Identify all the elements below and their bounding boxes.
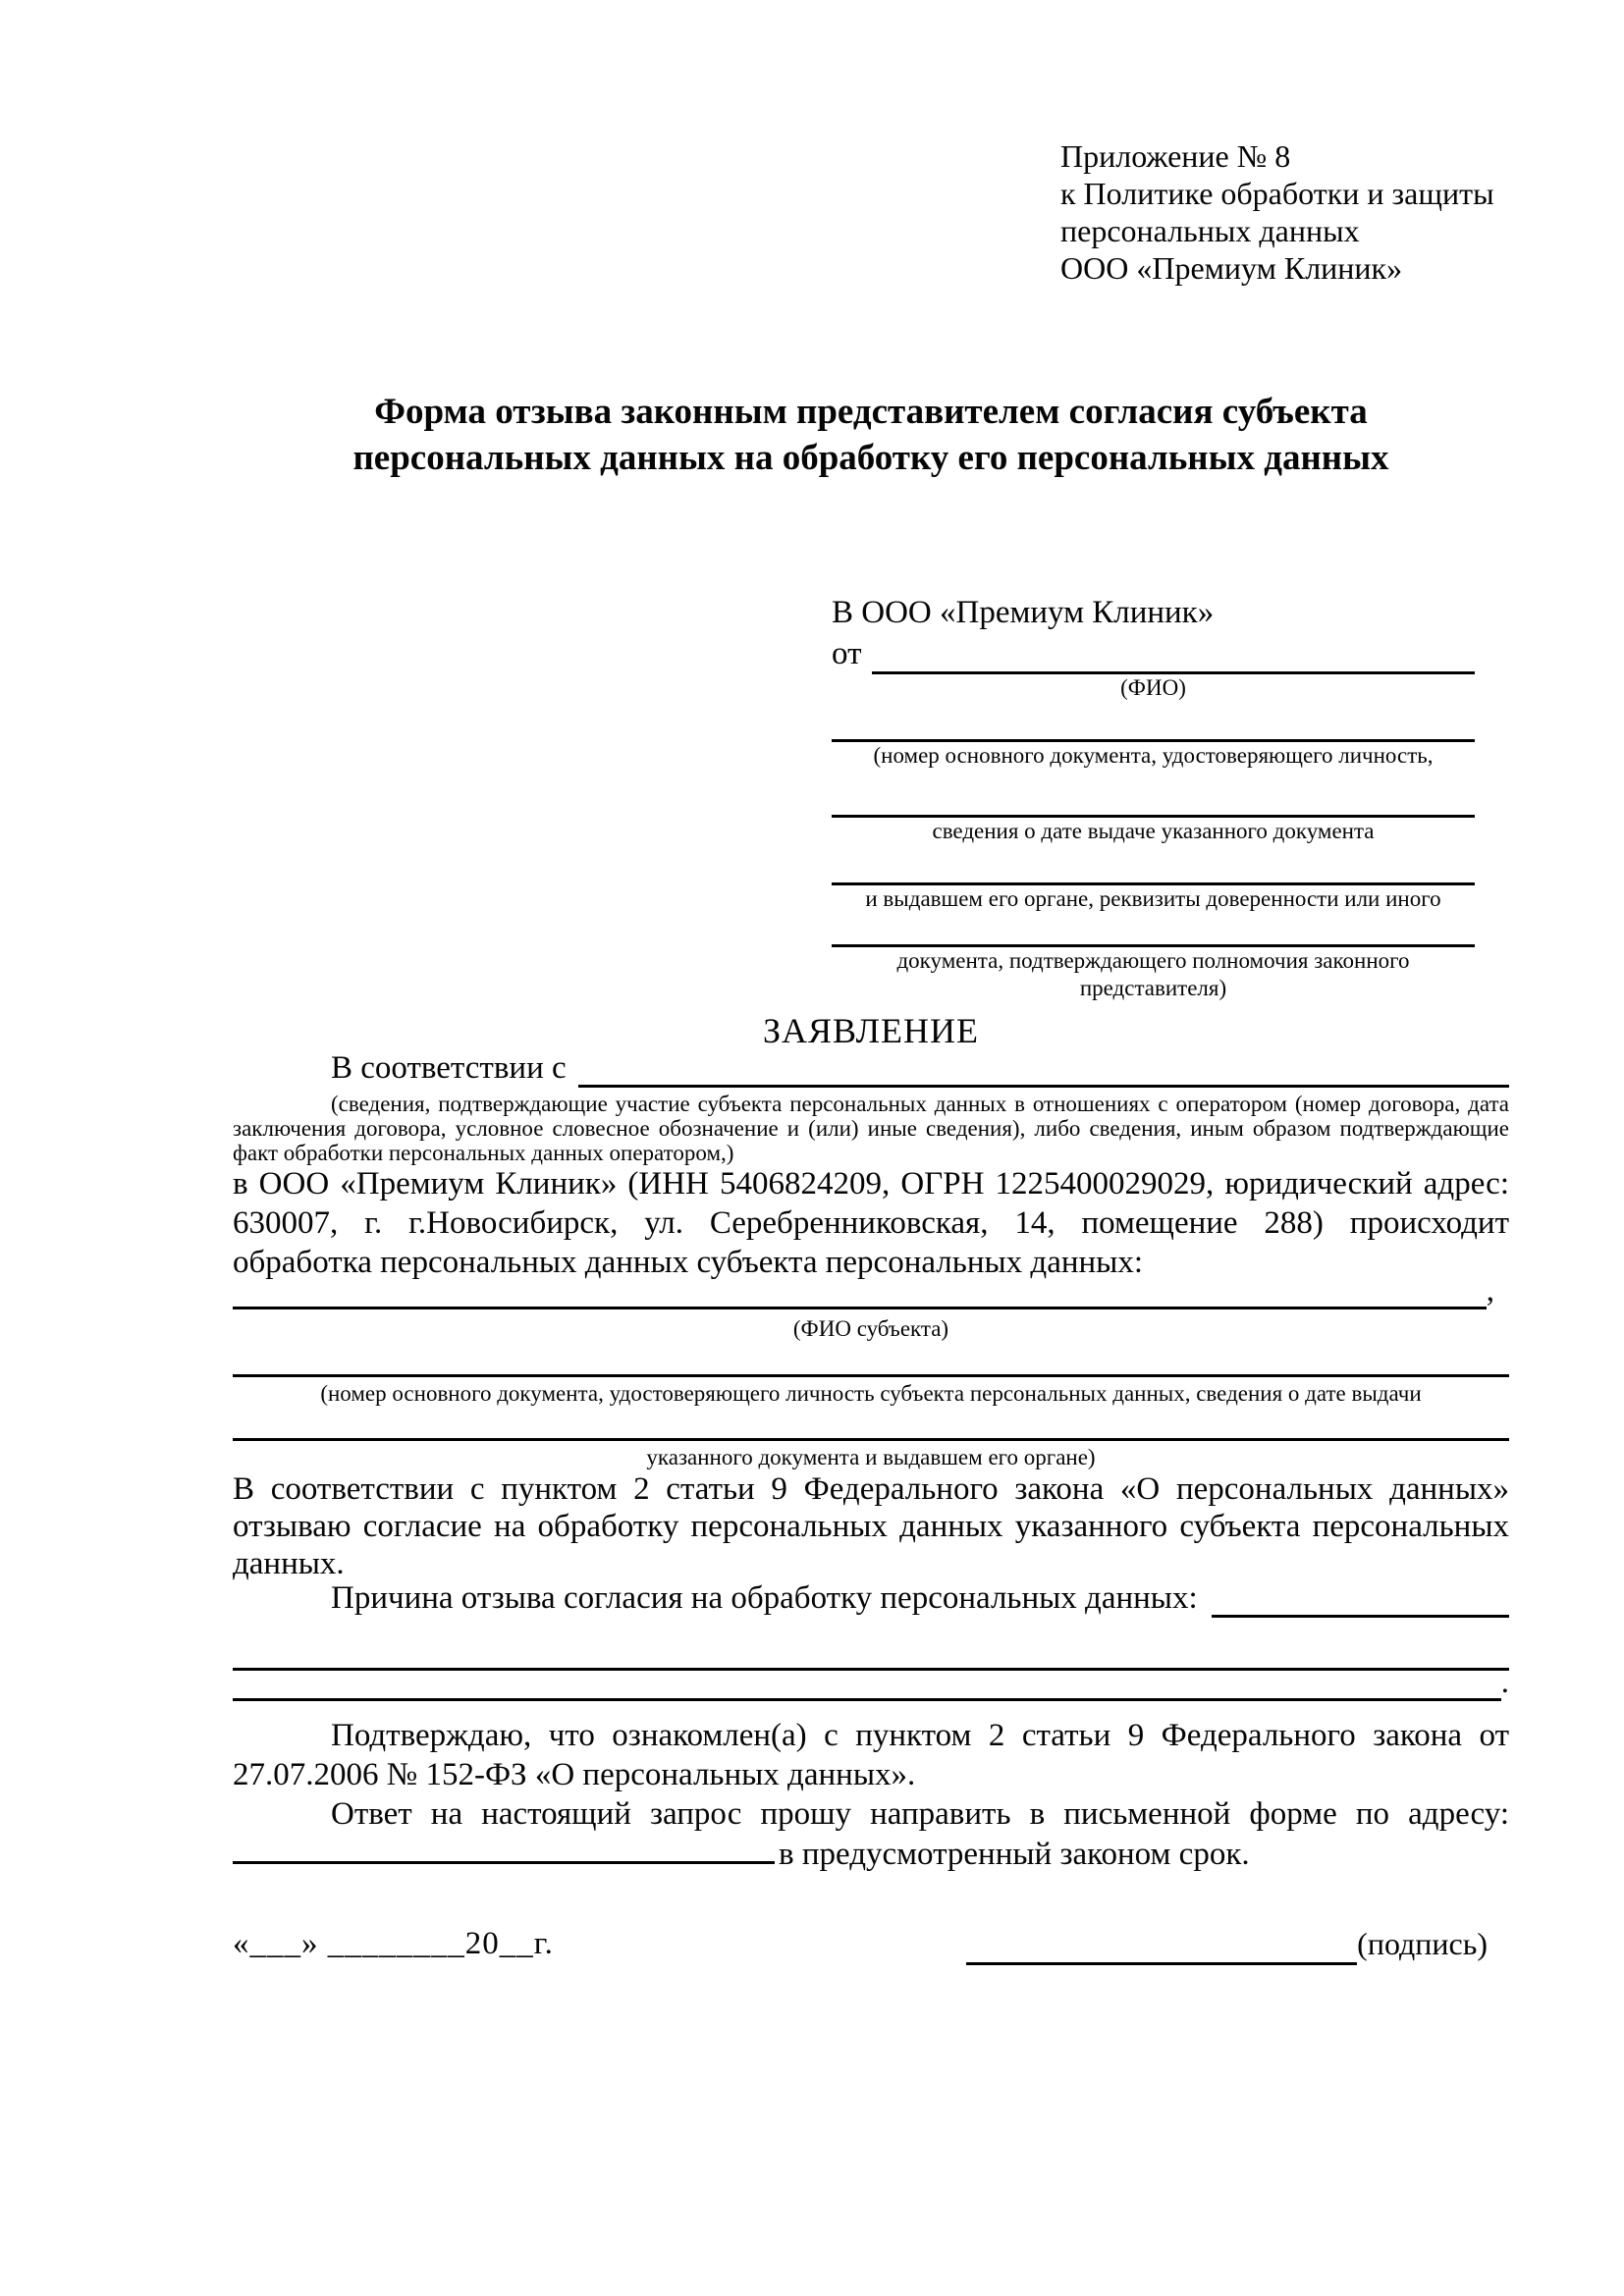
- addressee-block: [832, 592, 1475, 1002]
- reply-address-line[interactable]: [233, 1832, 775, 1864]
- appendix-header-line-3: персональных данных: [1060, 213, 1360, 248]
- appendix-header: [1060, 137, 1494, 287]
- withdrawal-reason-line-1[interactable]: [1212, 1581, 1509, 1618]
- doc-number-caption: (номер основного документа, удостоверяющего личность,: [873, 743, 1434, 768]
- intro-note: (сведения, подтверждающие участие субъекта персональных данных в отношениях с оператором (номер договора, дата заключения договора, условное словесное обозначение и (или) иные сведения), либо сведения, иным образом подтверждающие факт обработки персональных данных оператором,): [233, 1092, 1509, 1165]
- confirmation-paragraph: Подтверждаю, что ознакомлен(а) с пунктом 2 статьи 9 Федерального закона от 27.07.2006 № 152-ФЗ «О персональных данных».: [233, 1718, 1509, 1792]
- document-content: [233, 0, 1509, 2296]
- withdrawal-reason-row-3: [233, 1665, 1509, 1701]
- representative-authority-doc-line[interactable]: [832, 913, 1475, 947]
- reply-request-suffix: в предусмотренный законом срок.: [779, 1837, 1250, 1872]
- subject-doc-caption-2: указанного документа и выдавшем его органе): [646, 1445, 1096, 1469]
- withdrawal-paragraph: В соответствии с пунктом 2 статьи 9 Федерального закона «О персональных данных» отзываю согласие на обработку персональных данных указанного субъекта персональных данных.: [233, 1471, 1509, 1581]
- representative-doc-issuer-line[interactable]: [832, 845, 1475, 885]
- doc-issuer-caption: и выдавшем его органе, реквизиты доверенности или иного: [865, 886, 1441, 911]
- document-title: [233, 389, 1509, 481]
- appendix-header-line-4: ООО «Премиум Клиник»: [1060, 250, 1403, 286]
- operator-paragraph: в ООО «Премиум Клиник» (ИНН 5406824209, ОГРН 1225400029029, юридический адрес: 630007, г. г.Новосибирск, ул. Серебренниковская, 14, помещение 288) происходит обработка персональных данных субъекта персональных данных:: [233, 1166, 1509, 1280]
- appendix-header-line-2: к Политике обработки и защиты: [1060, 176, 1494, 211]
- authority-doc-caption: документа, подтверждающего полномочия законного представителя): [896, 948, 1410, 1000]
- from-label: от: [832, 636, 862, 671]
- subject-doc-line-2[interactable]: [233, 1408, 1509, 1441]
- statement-heading: ЗАЯВЛЕНИЕ: [762, 1011, 980, 1050]
- signature-line[interactable]: [966, 1929, 1357, 1965]
- intro-row: [233, 1048, 1509, 1088]
- document-title-line-1: Форма отзыва законным представителем согласия субъекта: [374, 392, 1368, 432]
- representative-doc-date-line[interactable]: [832, 770, 1475, 818]
- subject-fio-row: [233, 1273, 1494, 1309]
- subject-fio-caption: (ФИО субъекта): [792, 1316, 949, 1341]
- date-blank[interactable]: «___» ________20__г.: [233, 1926, 554, 1961]
- reason-row: [233, 1578, 1509, 1618]
- withdrawal-reason-line-3[interactable]: [233, 1665, 1501, 1701]
- addressee-organization: В ООО «Премиум Клиник»: [832, 595, 1215, 630]
- footer-row: [233, 1922, 1509, 1965]
- subject-doc-line-1[interactable]: [233, 1343, 1509, 1377]
- reply-request-prefix: Ответ на настоящий запрос прошу направить в письменной форме по адресу:: [331, 1796, 1509, 1832]
- document-title-line-2: персональных данных на обработку его персональных данных: [352, 438, 1389, 478]
- addressee-from-row: [832, 633, 1475, 674]
- fio-caption: (ФИО): [1120, 675, 1186, 700]
- signature-group: [966, 1922, 1488, 1965]
- intro-prefix: В соответствии с: [331, 1050, 567, 1086]
- consent-basis-line[interactable]: [578, 1051, 1509, 1088]
- subject-fio-line[interactable]: [233, 1273, 1487, 1309]
- reason-label: Причина отзыва согласия на обработку персональных данных:: [331, 1580, 1198, 1616]
- subject-doc-caption-1: (номер основного документа, удостоверяющего личность субъекта персональных данных, сведения о дате выдачи: [320, 1381, 1422, 1406]
- reason-period: .: [1500, 1665, 1509, 1700]
- reply-address-row: [233, 1832, 1509, 1874]
- appendix-header-line-1: Приложение № 8: [1060, 138, 1291, 174]
- subject-fio-comma: ,: [1486, 1273, 1494, 1308]
- doc-date-caption: сведения о дате выдаче указанного документа: [932, 819, 1375, 843]
- representative-fio-line[interactable]: [872, 638, 1476, 674]
- signature-caption: (подпись): [1357, 1926, 1488, 1961]
- representative-doc-number-line[interactable]: [832, 702, 1475, 742]
